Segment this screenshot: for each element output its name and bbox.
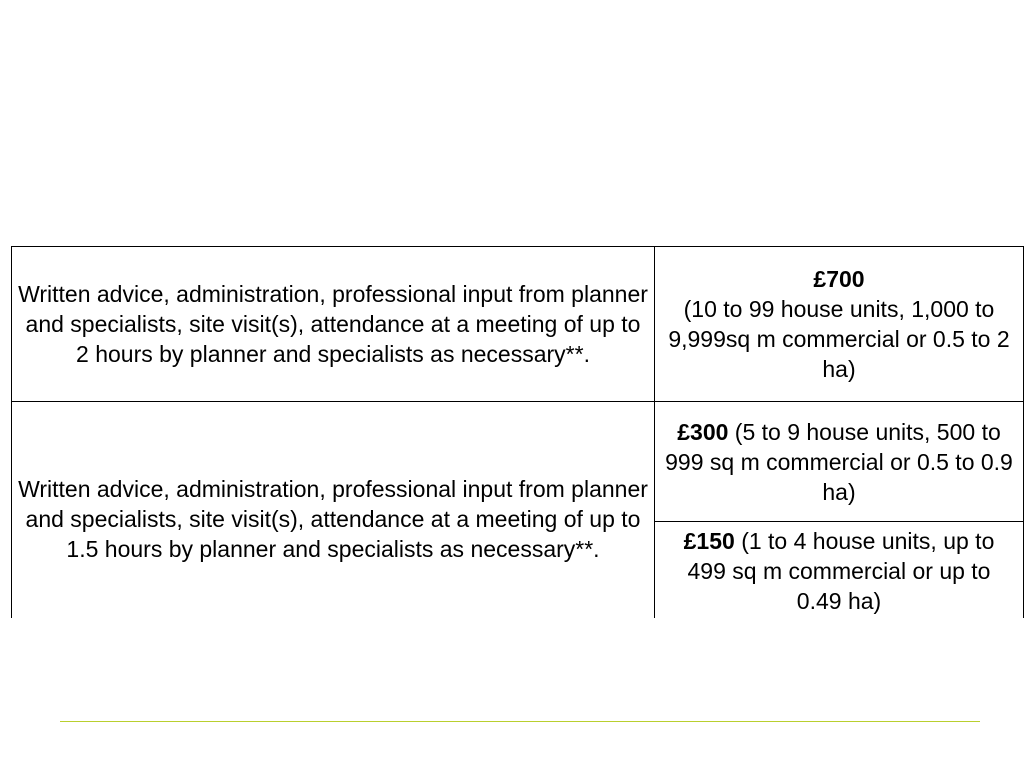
service-description: Written advice, administration, professional input from planner and specialists, site visit(s), attendance at a meeting of up to 1.5 hours by planner and specialists as necessary**. (18, 476, 648, 562)
fee-amount: £150 (683, 528, 735, 554)
fee-table-container (11, 246, 1024, 618)
service-description-cell (12, 247, 655, 402)
fee-table (11, 246, 1024, 618)
fee-amount: £300 (677, 418, 729, 445)
footer-divider (60, 721, 980, 722)
service-description: Written advice, administration, professional input from planner and specialists, site visit(s), attendance at a meeting of up to 2 hours by planner and specialists as necessary**. (18, 281, 648, 367)
fee-detail: (5 to 9 house units, 500 to 999 sq m commercial or 0.5 to 0.9 ha) (665, 418, 1013, 505)
fee-detail: (1 to 4 house units, up to 499 sq m commercial or up to 0.49 ha) (687, 528, 995, 614)
table-row (12, 402, 1024, 522)
fee-detail: (10 to 99 house units, 1,000 to 9,999sq m commercial or 0.5 to 2 ha) (668, 296, 1010, 382)
fee-cell (655, 247, 1024, 402)
service-description-cell (12, 402, 655, 619)
fee-cell (655, 402, 1024, 522)
fee-cell (655, 522, 1024, 619)
table-row (12, 247, 1024, 402)
fee-amount: £700 (813, 266, 865, 292)
